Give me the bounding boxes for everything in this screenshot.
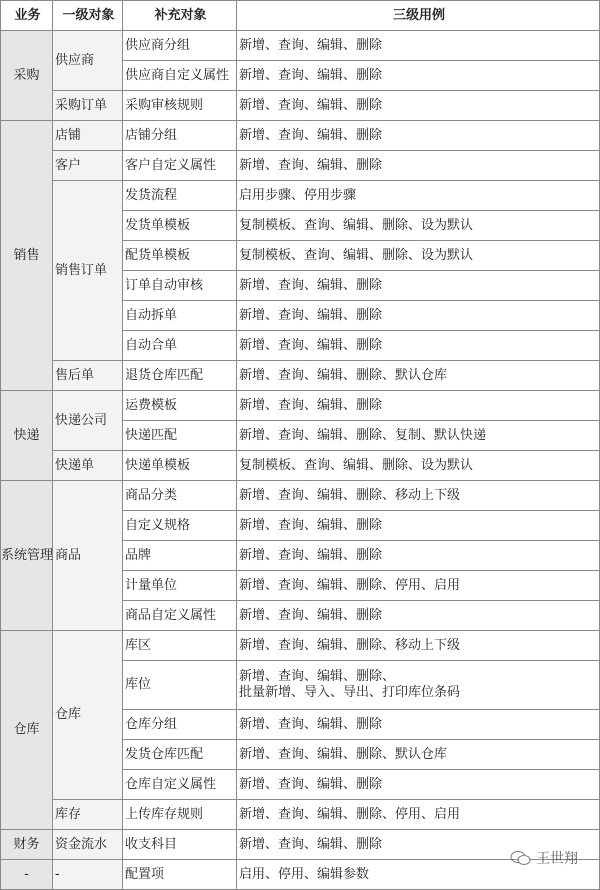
supplement-object-cell: 配货单模板 bbox=[123, 241, 237, 271]
use-case-cell: 新增、查询、编辑、删除 bbox=[237, 541, 600, 571]
use-case-cell: 新增、查询、编辑、删除、停用、启用 bbox=[237, 800, 600, 830]
use-case-cell: 新增、查询、编辑、删除、移动上下级 bbox=[237, 631, 600, 661]
use-case-cell: 新增、查询、编辑、删除 bbox=[237, 31, 600, 61]
business-cell: - bbox=[1, 860, 53, 890]
use-case-cell: 新增、查询、编辑、删除、 批量新增、导入、导出、打印库位条码 bbox=[237, 661, 600, 710]
supplement-object-cell: 自定义规格 bbox=[123, 511, 237, 541]
supplement-object-cell: 采购审核规则 bbox=[123, 91, 237, 121]
supplement-object-cell: 自动拆单 bbox=[123, 301, 237, 331]
supplement-object-cell: 商品分类 bbox=[123, 481, 237, 511]
use-case-cell: 新增、查询、编辑、删除 bbox=[237, 770, 600, 800]
supplement-object-cell: 发货单模板 bbox=[123, 211, 237, 241]
business-cell: 采购 bbox=[1, 31, 53, 121]
level1-object-cell: 销售订单 bbox=[53, 181, 123, 361]
level1-object-cell: 客户 bbox=[53, 151, 123, 181]
level1-object-cell: 仓库 bbox=[53, 631, 123, 800]
supplement-object-cell: 供应商分组 bbox=[123, 31, 237, 61]
table-row bbox=[1, 151, 600, 181]
use-case-cell: 新增、查询、编辑、删除 bbox=[237, 601, 600, 631]
supplement-object-cell: 仓库自定义属性 bbox=[123, 770, 237, 800]
use-case-cell: 复制模板、查询、编辑、删除、设为默认 bbox=[237, 451, 600, 481]
use-case-cell: 启用步骤、停用步骤 bbox=[237, 181, 600, 211]
wechat-icon bbox=[510, 850, 532, 866]
use-case-cell: 新增、查询、编辑、删除 bbox=[237, 391, 600, 421]
use-case-cell: 新增、查询、编辑、删除 bbox=[237, 271, 600, 301]
use-case-cell: 新增、查询、编辑、删除 bbox=[237, 710, 600, 740]
supplement-object-cell: 库位 bbox=[123, 661, 237, 710]
use-case-cell: 新增、查询、编辑、删除、停用、启用 bbox=[237, 571, 600, 601]
header-row bbox=[1, 1, 600, 31]
use-case-cell: 新增、查询、编辑、删除、默认仓库 bbox=[237, 740, 600, 770]
use-case-cell: 新增、查询、编辑、删除、复制、默认快递 bbox=[237, 421, 600, 451]
use-case-cell: 复制模板、查询、编辑、删除、设为默认 bbox=[237, 211, 600, 241]
level1-object-cell: - bbox=[53, 860, 123, 890]
use-case-cell: 启用、停用、编辑参数 bbox=[237, 860, 600, 890]
supplement-object-cell: 退货仓库匹配 bbox=[123, 361, 237, 391]
table-row bbox=[1, 800, 600, 830]
supplement-object-cell: 配置项 bbox=[123, 860, 237, 890]
use-case-cell: 新增、查询、编辑、删除 bbox=[237, 331, 600, 361]
use-case-cell: 新增、查询、编辑、删除 bbox=[237, 830, 600, 860]
supplement-object-cell: 自动合单 bbox=[123, 331, 237, 361]
supplement-object-cell: 品牌 bbox=[123, 541, 237, 571]
watermark bbox=[510, 848, 578, 868]
header-supplement-object: 补充对象 bbox=[123, 1, 237, 31]
level1-object-cell: 采购订单 bbox=[53, 91, 123, 121]
header-level1-object: 一级对象 bbox=[53, 1, 123, 31]
use-case-cell: 复制模板、查询、编辑、删除、设为默认 bbox=[237, 241, 600, 271]
use-case-cell: 新增、查询、编辑、删除、默认仓库 bbox=[237, 361, 600, 391]
level1-object-cell: 售后单 bbox=[53, 361, 123, 391]
supplement-object-cell: 库区 bbox=[123, 631, 237, 661]
table-row bbox=[1, 121, 600, 151]
supplement-object-cell: 供应商自定义属性 bbox=[123, 61, 237, 91]
table-row bbox=[1, 631, 600, 661]
use-case-cell: 新增、查询、编辑、删除 bbox=[237, 301, 600, 331]
business-cell: 销售 bbox=[1, 121, 53, 391]
table-row bbox=[1, 181, 600, 211]
supplement-object-cell: 运费模板 bbox=[123, 391, 237, 421]
business-cell: 系统管理 bbox=[1, 481, 53, 631]
level1-object-cell: 供应商 bbox=[53, 31, 123, 91]
supplement-object-cell: 收支科目 bbox=[123, 830, 237, 860]
table-row bbox=[1, 481, 600, 511]
watermark-text: 王世翔 bbox=[536, 851, 578, 867]
supplement-object-cell: 快递匹配 bbox=[123, 421, 237, 451]
supplement-object-cell: 仓库分组 bbox=[123, 710, 237, 740]
supplement-object-cell: 快递单模板 bbox=[123, 451, 237, 481]
level1-object-cell: 资金流水 bbox=[53, 830, 123, 860]
header-level3-use-case: 三级用例 bbox=[237, 1, 600, 31]
level1-object-cell: 库存 bbox=[53, 800, 123, 830]
business-cell: 财务 bbox=[1, 830, 53, 860]
supplement-object-cell: 订单自动审核 bbox=[123, 271, 237, 301]
level1-object-cell: 店铺 bbox=[53, 121, 123, 151]
table-row bbox=[1, 361, 600, 391]
table-row bbox=[1, 91, 600, 121]
table-row bbox=[1, 391, 600, 421]
supplement-object-cell: 发货流程 bbox=[123, 181, 237, 211]
supplement-object-cell: 上传库存规则 bbox=[123, 800, 237, 830]
supplement-object-cell: 店铺分组 bbox=[123, 121, 237, 151]
supplement-object-cell: 计量单位 bbox=[123, 571, 237, 601]
table-row bbox=[1, 451, 600, 481]
level1-object-cell: 商品 bbox=[53, 481, 123, 631]
level1-object-cell: 快递单 bbox=[53, 451, 123, 481]
use-case-cell: 新增、查询、编辑、删除、移动上下级 bbox=[237, 481, 600, 511]
supplement-object-cell: 商品自定义属性 bbox=[123, 601, 237, 631]
business-cell: 仓库 bbox=[1, 631, 53, 830]
supplement-object-cell: 发货仓库匹配 bbox=[123, 740, 237, 770]
use-case-cell: 新增、查询、编辑、删除 bbox=[237, 91, 600, 121]
table-row bbox=[1, 31, 600, 61]
use-case-cell: 新增、查询、编辑、删除 bbox=[237, 151, 600, 181]
header-business: 业务 bbox=[1, 1, 53, 31]
level1-object-cell: 快递公司 bbox=[53, 391, 123, 451]
use-case-cell: 新增、查询、编辑、删除 bbox=[237, 61, 600, 91]
use-case-cell: 新增、查询、编辑、删除 bbox=[237, 121, 600, 151]
use-case-cell: 新增、查询、编辑、删除 bbox=[237, 511, 600, 541]
business-cell: 快递 bbox=[1, 391, 53, 481]
supplement-object-cell: 客户自定义属性 bbox=[123, 151, 237, 181]
